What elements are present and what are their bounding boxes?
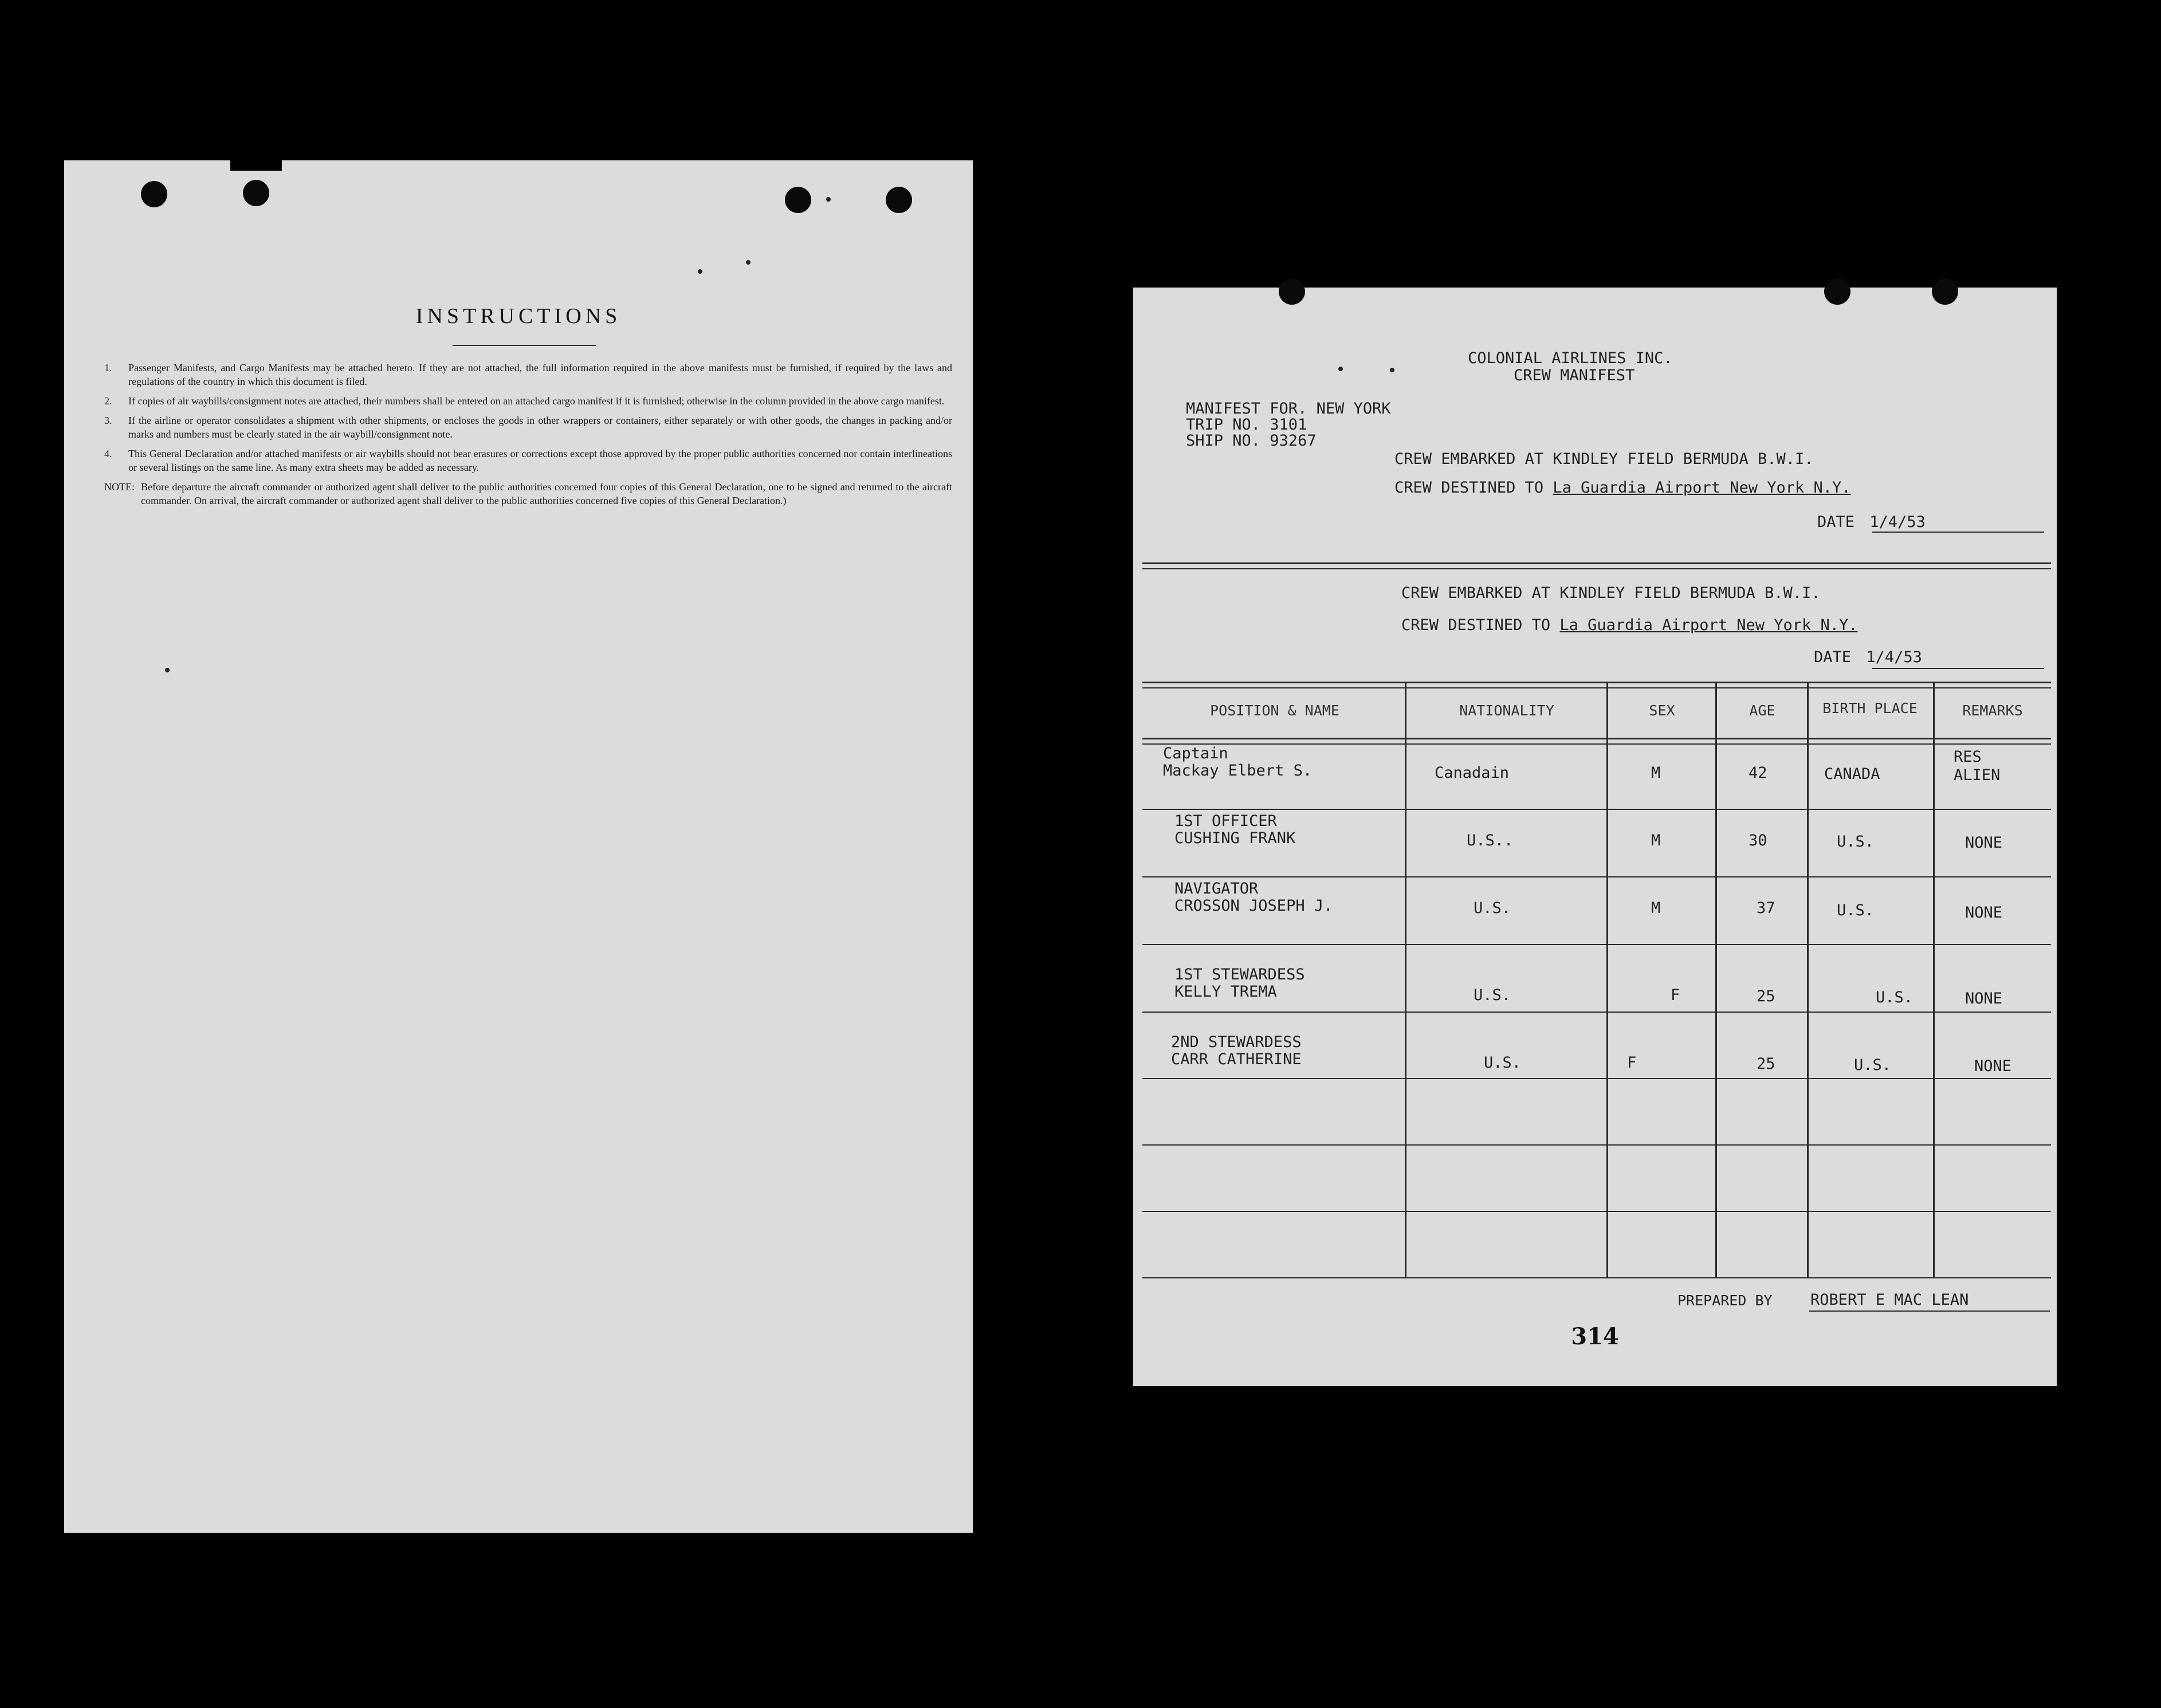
instruction-item (104, 361, 952, 388)
crew-birth-place: CANADA (1824, 765, 1880, 783)
crew-remarks: NONE (1965, 834, 2003, 852)
crew-age: 37 (1757, 899, 1775, 917)
crew-name: Mackay Elbert S. (1163, 762, 1313, 780)
speck (1338, 367, 1343, 371)
crew-sex: F (1627, 1054, 1637, 1072)
punch-hole (886, 187, 912, 213)
row-rule (1142, 809, 2051, 810)
crew-position: Captain (1163, 745, 1228, 762)
column-divider (1807, 683, 1809, 1277)
header-rule (1142, 738, 2051, 739)
column-header-position: POSITION & NAME (1210, 702, 1339, 719)
column-header-age: AGE (1749, 702, 1775, 719)
instruction-item (104, 447, 952, 474)
crew-sex: F (1671, 986, 1680, 1004)
instruction-note (104, 480, 952, 507)
embarked-label: CREW EMBARKED AT (1394, 450, 1544, 468)
row-rule (1142, 944, 2051, 945)
crew-age: 25 (1757, 987, 1775, 1005)
speck (165, 668, 170, 672)
prepared-by-value: ROBERT E MAC LEAN (1810, 1291, 1969, 1309)
crew-birth-place: U.S. (1837, 833, 1875, 851)
crew-name: CUSHING FRANK (1174, 829, 1296, 847)
crew-birth-place: U.S. (1876, 989, 1914, 1006)
date-underline (1872, 668, 2044, 669)
manifest-for: MANIFEST FOR. NEW YORK (1186, 400, 1391, 418)
crew-position: NAVIGATOR (1174, 880, 1259, 898)
crew-nationality: U.S. (1474, 899, 1511, 917)
crew-nationality: U.S. (1484, 1054, 1522, 1072)
crew-age: 42 (1749, 764, 1767, 782)
crew-sex: M (1651, 899, 1661, 917)
instructions-page (64, 160, 973, 1533)
title-rule (453, 345, 596, 346)
table-bottom-rule (1142, 1277, 2051, 1278)
column-divider (1606, 683, 1608, 1277)
destined-line (1394, 479, 1851, 497)
punch-hole (1279, 278, 1305, 305)
row-rule (1142, 1012, 2051, 1013)
instruction-number: 4. (104, 448, 112, 459)
punch-hole (1932, 278, 1958, 305)
date-label: DATE (1814, 648, 1852, 666)
crew-remarks: NONE (1974, 1057, 2012, 1075)
instruction-text: If copies of air waybills/consignment notes are attached, their numbers shall be entered on an attached cargo manifest if it is furnished; otherwise in the column provided in the above cargo manifest. (128, 395, 945, 407)
crew-position: 1ST OFFICER (1174, 812, 1277, 830)
column-divider (1405, 683, 1406, 1277)
crew-name: CROSSON JOSEPH J. (1174, 897, 1333, 915)
crew-nationality: U.S.. (1467, 832, 1514, 849)
instruction-item (104, 394, 952, 408)
crew-remarks: RES ALIEN (1954, 748, 2001, 784)
punch-hole (1824, 278, 1850, 305)
speck (1390, 368, 1394, 372)
crew-position: 2ND STEWARDESS (1171, 1033, 1302, 1051)
instructions-title: INSTRUCTIONS (415, 304, 622, 328)
instruction-text: If the airline or operator consolidates a shipment with other shipments, or encloses the goods in other wrappers or containers, either separately or with other goods, the changes in packing and/or marks and numbers must be clearly stated in the air waybill/consignment note. (128, 415, 952, 440)
ship-number: SHIP NO. 93267 (1186, 432, 1317, 450)
column-header-sex: SEX (1649, 702, 1675, 719)
crew-name: KELLY TREMA (1174, 983, 1277, 1001)
destined-label: CREW DESTINED TO (1394, 479, 1544, 497)
date-value: 1/4/53 (1866, 648, 1922, 666)
instruction-number: 3. (104, 415, 112, 426)
column-header-remarks: REMARKS (1962, 702, 2023, 719)
column-divider (1715, 683, 1717, 1277)
instruction-number: 1. (104, 362, 112, 373)
punch-hole (785, 187, 811, 213)
note-label: NOTE: (104, 481, 135, 493)
speck (698, 269, 702, 274)
punch-hole (141, 181, 167, 207)
crew-sex: M (1651, 764, 1661, 782)
row-rule (1142, 1078, 2051, 1079)
crew-manifest-page (1133, 288, 2057, 1386)
embarked-label: CREW EMBARKED AT (1401, 584, 1551, 602)
column-header-birth-place: BIRTH PLACE (1822, 700, 1918, 717)
destined-line-2 (1401, 616, 1858, 634)
destined-value: La Guardia Airport New York N.Y. (1553, 479, 1851, 497)
row-rule (1142, 1211, 2051, 1212)
crew-name: CARR CATHERINE (1171, 1050, 1302, 1068)
manifest-title: CREW MANIFEST (1514, 367, 1635, 384)
date-line (1817, 513, 1926, 531)
instruction-text: This General Declaration and/or attached manifests or air waybills should not bear erasures or corrections except those approved by the proper public authorities concerned nor contain interlineations or several listings on the same line. As many extra sheets may be added as necessary. (128, 448, 952, 473)
row-rule (1142, 876, 2051, 877)
trip-number: TRIP NO. 3101 (1186, 416, 1307, 434)
instructions-list (104, 361, 952, 513)
table-top-rule (1142, 682, 2051, 683)
header-rule (1142, 743, 2051, 745)
row-rule (1142, 1144, 2051, 1146)
crew-age: 25 (1757, 1055, 1775, 1073)
date-value: 1/4/53 (1869, 513, 1926, 531)
crew-sex: M (1651, 832, 1661, 849)
note-text: Before departure the aircraft commander or authorized agent shall deliver to the public authorities concerned four copies of this General Declaration, one to be signed and returned to the aircraft commander. On arrival, the aircraft commander or authorized agent shall deliver to the public authorities concerned five copies of this General Declaration.) (141, 481, 952, 506)
embarked-value: KINDLEY FIELD BERMUDA B.W.I. (1559, 584, 1821, 602)
embarked-line (1394, 450, 1814, 468)
embarked-value: KINDLEY FIELD BERMUDA B.W.I. (1553, 450, 1814, 468)
speck (826, 197, 831, 202)
company-name: COLONIAL AIRLINES INC. (1468, 349, 1673, 367)
embarked-line-2 (1401, 584, 1821, 602)
punch-hole (243, 180, 269, 206)
crew-remarks: NONE (1965, 904, 2003, 922)
column-header-nationality: NATIONALITY (1459, 702, 1554, 719)
crew-position: 1ST STEWARDESS (1174, 966, 1305, 983)
instruction-number: 2. (104, 395, 112, 407)
crew-nationality: U.S. (1474, 986, 1511, 1004)
prepared-underline (1809, 1310, 2050, 1312)
column-divider (1933, 683, 1935, 1277)
prepared-by-label: PREPARED BY (1677, 1292, 1773, 1309)
date-label: DATE (1817, 513, 1855, 531)
double-rule (1142, 562, 2051, 564)
crew-birth-place: U.S. (1854, 1056, 1892, 1074)
crew-birth-place: U.S. (1837, 902, 1875, 919)
crew-nationality: Canadain (1435, 764, 1510, 782)
crew-remarks: NONE (1965, 990, 2003, 1008)
destined-value: La Guardia Airport New York N.Y. (1559, 616, 1858, 634)
page-tab (230, 155, 282, 171)
destined-label: CREW DESTINED TO (1401, 616, 1551, 634)
crew-age: 30 (1749, 832, 1767, 849)
date-line-2 (1814, 648, 1922, 666)
date-underline (1872, 532, 2044, 533)
instruction-text: Passenger Manifests, and Cargo Manifests may be attached hereto. If they are not attached, the full information required in the above manifests must be furnished, if required by the laws and regulations of the country in which this document is filed. (128, 362, 952, 387)
instruction-item (104, 414, 952, 441)
page-number: 314 (1571, 1323, 1619, 1350)
double-rule (1142, 568, 2051, 569)
table-top-rule (1142, 687, 2051, 688)
speck (746, 260, 751, 265)
